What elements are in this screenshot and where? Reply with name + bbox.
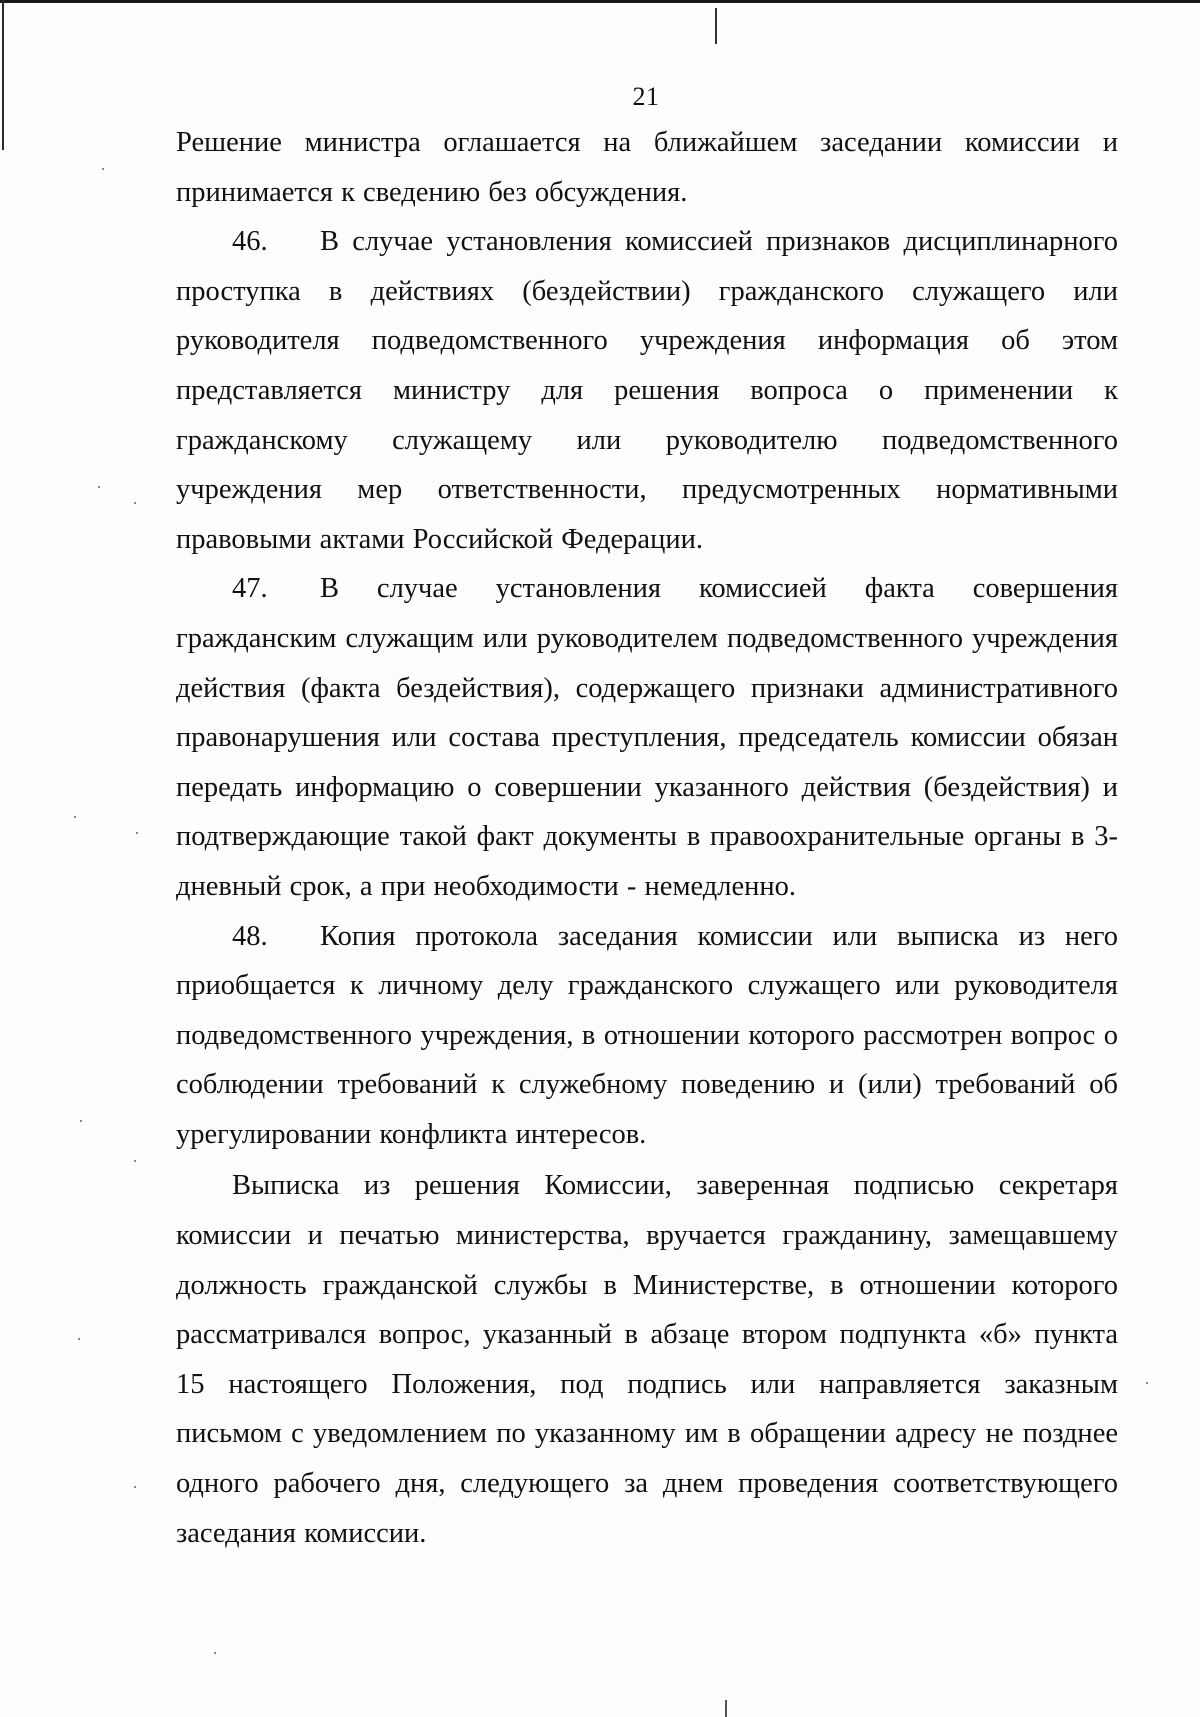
paragraph-text: В случае установления комиссией признаков дисциплинарного проступка в действиях (бездействии) гражданского служащего или руководителя подведомственного учреждения информация об этом представляется министру для решения вопроса о применении к гражданскому служащему или руководителю подведомственного учреждения мер ответственности, предусмотренных нормативными правовыми актами Российской Федерации. [176, 226, 1118, 555]
scan-noise-dot [134, 502, 136, 504]
scan-top-border [0, 0, 1200, 3]
scan-noise-dot [80, 1120, 82, 1122]
paragraph-text: Выписка из решения Комиссии, заверенная подписью секретаря комиссии и печатью министерства, вручается гражданину, замещавшему должность гражданской службы в Министерстве, в отношении которого рассматривался вопрос, указанный в абзаце втором подпункта «б» пункта 15 настоящего Положения, под подпись или направляется заказным письмом с уведомлением по указанному им в обращении адресу не позднее одного рабочего дня, следующего за днем проведения соответствующего заседания комиссии. [176, 1170, 1118, 1549]
paragraph-text: Решение министра оглашается на ближайшем заседании комиссии и принимается к сведению без обсуждения. [176, 127, 1118, 208]
paragraph-number: 48. [232, 920, 268, 952]
paragraph-text: В случае установления комиссией факта совершения гражданским служащим или руководителем подведомственного учреждения действия (факта бездействия), содержащего признаки административного правонарушения или состава преступления, председатель комиссии обязан передать информацию о совершении указанного действия (бездействия) и подтверждающие такой факт документы в правоохранительные органы в 3-дневный срок, а при необходимости - немедленно. [176, 573, 1118, 902]
scan-noise-dot [98, 486, 100, 488]
scan-noise-dot [78, 1338, 80, 1340]
paragraph-number: 47. [232, 573, 268, 605]
paragraph-number: 46. [232, 226, 268, 258]
scan-noise-dot [102, 168, 104, 170]
paragraph-text: Копия протокола заседания комиссии или выписка из него приобщается к личному делу гражданского служащего или руководителя подведомственного учреждения, в отношении которого рассмотрен вопрос о соблюдении требований к служебному поведению и (или) требований об урегулировании конфликта интересов. [176, 920, 1118, 1150]
scan-noise-dot [134, 1486, 136, 1488]
paragraph-48 [176, 912, 1118, 1160]
scan-noise-dot [214, 1652, 216, 1654]
paragraph-48-extract [176, 1161, 1118, 1558]
scan-noise-dot [74, 816, 76, 818]
page-number: 21 [632, 82, 660, 111]
scan-mark-top [715, 8, 717, 44]
scan-left-border [2, 0, 4, 150]
scan-noise-dot [1146, 1382, 1148, 1384]
document-body [176, 118, 1118, 1558]
paragraph-46 [176, 217, 1118, 564]
scan-noise-dot [134, 1160, 136, 1162]
scan-noise-dot [136, 832, 138, 834]
paragraph-47 [176, 564, 1118, 911]
paragraph-continuation [176, 118, 1118, 217]
scan-mark-bottom [725, 1700, 727, 1717]
